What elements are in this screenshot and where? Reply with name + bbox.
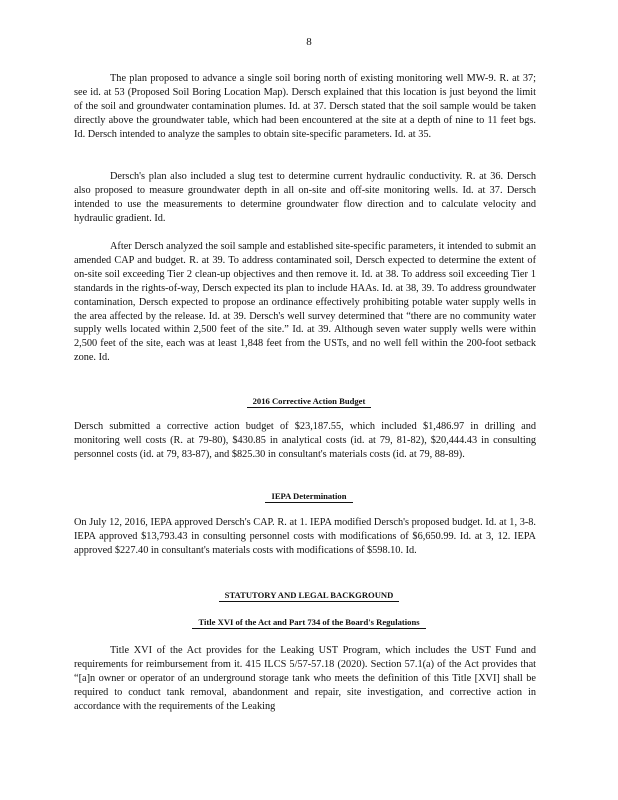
paragraph-title-xvi: Title XVI of the Act provides for the Leaking UST Program, which includes the UST Fund and requirements for reimbursement from it. 415 ILCS 5/57-57.18 (2020). Section 57.1(a) of the Act provides that “[a]n owner or operator of an underground storage tank who meets the definition of this Title [XVI] shall be required to conduct tank removal, abandonment and repair, site investigation, and corrective action in accordance with the requirements of the Leaking [74, 645, 536, 712]
heading-corrective-action-budget [0, 396, 618, 408]
paragraph-iepa-approval: On July 12, 2016, IEPA approved Dersch's CAP. R. at 1. IEPA modified Dersch's proposed budget. Id. at 1, 3-8. IEPA approved $13,793.43 in consulting personnel costs with modifications of $6,650.99. Id. at 3, 12. IEPA approved $227.40 in consultant's materials costs with modifications of $598.10. Id. [74, 517, 536, 556]
heading-title-xvi-text: Title XVI of the Act and Part 734 of the Board's Regulations [192, 617, 425, 629]
paragraph-slug-test: Dersch's plan also included a slug test to determine current hydraulic conductivity. R. at 36. Dersch also proposed to measure groundwater depth in all on-site and off-site monitoring wells. Id. at 37. Dersch intended to use the measurements to determine groundwater flow direction and to calculate velocity and hydraulic gradient. Id. [74, 171, 536, 224]
heading-corrective-action-budget-text: 2016 Corrective Action Budget [247, 396, 372, 408]
heading-statutory-background-text: STATUTORY AND LEGAL BACKGROUND [219, 590, 400, 602]
heading-iepa-determination [0, 491, 618, 503]
heading-iepa-determination-text: IEPA Determination [265, 491, 352, 503]
paragraph-soil-boring: The plan proposed to advance a single soil boring north of existing monitoring well MW-9. R. at 37; see id. at 53 (Proposed Soil Boring Location Map). Dersch explained that this location is just beyond the limit of the soil and groundwater contamination plumes. Id. at 37. Dersch stated that the soil sample would be taken directly above the groundwater table, which had been encountered at the site at a depth of nine to 11 feet bgs. Id. Dersch intended to analyze the samples to obtain site-specific parameters. Id. at 35. [74, 73, 536, 140]
paragraph-budget-submission: Dersch submitted a corrective action budget of $23,187.55, which included $1,486.97 in drilling and monitoring well costs (R. at 79-80), $430.85 in analytical costs (id. at 79, 81-82), $20,444.43 in consulting personnel costs (id. at 79, 83-87), and $825.30 in consultant's materials costs (id. at 79, 88-89). [74, 421, 536, 460]
heading-title-xvi [0, 617, 618, 629]
heading-statutory-background [0, 590, 618, 602]
paragraph-after-analysis: After Dersch analyzed the soil sample and established site-specific parameters, it intended to submit an amended CAP and budget. R. at 39. To address contaminated soil, Dersch expected to determine the extent of on-site soil exceeding Tier 2 clean-up objectives and then remove it. Id. at 38. To address soil exceeding Tier 1 standards in the rights-of-way, Dersch expected its plan to include HAAs. Id. at 38, 39. To address groundwater contamination, Dersch expected to propose an ordinance effectively prohibiting potable water supply wells in the area affected by the release. Id. at 39. Dersch's well survey determined that “there are no community water supply wells located within 2,500 feet of the site.” Id. at 39. Although seven water supply wells were within 2,500 feet of the site, each was at least 1,848 feet from the USTs, and no well fell within the 200-foot setback zone. Id. [74, 241, 536, 364]
page-number: 8 [306, 36, 312, 48]
